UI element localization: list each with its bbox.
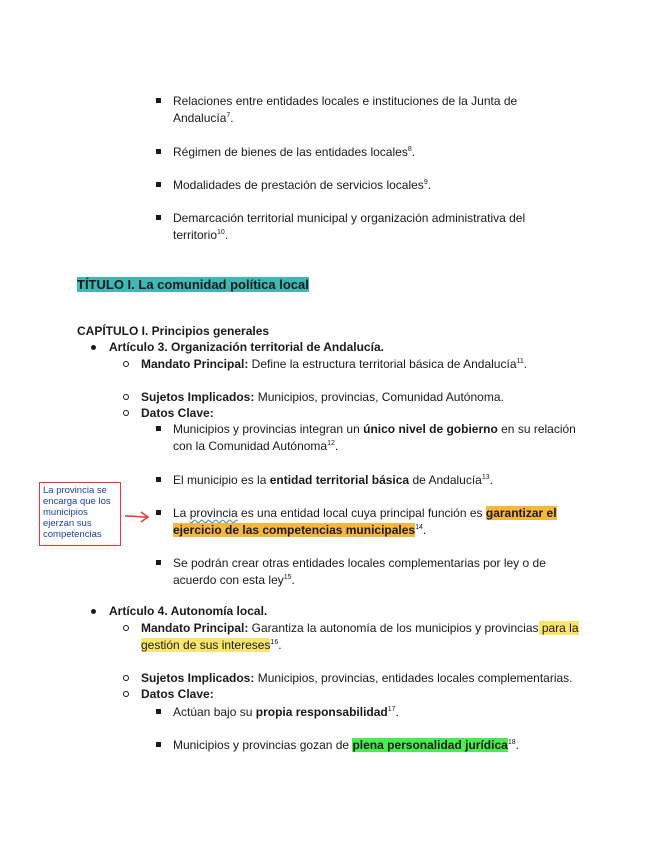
highlight-orange: ejercicio de las competencias municipales bbox=[173, 523, 416, 537]
list-item: Municipios y provincias integran un único nivel de gobierno en su relación con la Comunidad Autónoma$^{12}$. bbox=[156, 421, 576, 455]
disc-bullet-icon bbox=[91, 609, 96, 614]
chapter-heading: CAPÍTULO I. Principios generales bbox=[77, 324, 270, 338]
list-item: Sujetos Implicados: Municipios, provincias, Comunidad Autónoma. bbox=[123, 389, 504, 406]
square-bullet-icon bbox=[156, 477, 161, 482]
square-bullet-icon bbox=[156, 560, 161, 565]
arrow-right-icon bbox=[123, 507, 151, 525]
square-bullet-icon bbox=[156, 149, 161, 154]
highlight-yellow: para la bbox=[538, 621, 579, 635]
circle-bullet-icon bbox=[123, 675, 129, 681]
margin-note: La provincia se encarga que los municipios ejerzan sus competencias bbox=[39, 482, 121, 546]
highlight-orange: garantizar el bbox=[485, 506, 557, 520]
circle-bullet-icon bbox=[123, 394, 129, 400]
list-item: Mandato Principal: Garantiza la autonomía de los municipios y provincias para la gestión de sus intereses$^{16}$. bbox=[123, 620, 579, 654]
highlight-green: plena personalidad jurídica bbox=[352, 738, 508, 752]
list-item: Demarcación territorial municipal y organización administrativa del territorio$^{10}$. bbox=[156, 210, 576, 244]
highlight-yellow: gestión de sus intereses bbox=[141, 638, 271, 652]
disc-bullet-icon bbox=[91, 345, 96, 350]
title-highlight: TÍTULO I. La comunidad política local bbox=[77, 277, 309, 292]
list-item: Municipios y provincias gozan de plena personalidad jurídica$^{18}$. bbox=[156, 737, 576, 754]
page-title bbox=[77, 276, 309, 293]
circle-bullet-icon bbox=[123, 410, 129, 416]
circle-bullet-icon bbox=[123, 625, 129, 631]
article-heading: Artículo 3. Organización territorial de Andalucía. bbox=[91, 339, 384, 356]
list-item: Mandato Principal: Define la estructura territorial básica de Andalucía$^{11}$. bbox=[123, 356, 527, 373]
list-item: Sujetos Implicados: Municipios, provincias, entidades locales complementarias. bbox=[123, 670, 573, 687]
list-item: Datos Clave: bbox=[123, 686, 214, 703]
list-item: El municipio es la entidad territorial básica de Andalucía$^{13}$. bbox=[156, 472, 576, 489]
spellcheck-word: provincia bbox=[189, 506, 238, 520]
list-item: Modalidades de prestación de servicios locales$^9$. bbox=[156, 177, 576, 194]
list-item: La provincia es una entidad local cuya principal función es garantizar el ejercicio de las competencias municipales$^{14}$. bbox=[156, 505, 576, 539]
circle-bullet-icon bbox=[123, 361, 129, 367]
list-item: Régimen de bienes de las entidades locales$^8$. bbox=[156, 144, 576, 161]
square-bullet-icon bbox=[156, 182, 161, 187]
square-bullet-icon bbox=[156, 215, 161, 220]
square-bullet-icon bbox=[156, 510, 161, 515]
square-bullet-icon bbox=[156, 709, 161, 714]
circle-bullet-icon bbox=[123, 691, 129, 697]
square-bullet-icon bbox=[156, 426, 161, 431]
list-item: Actúan bajo su propia responsabilidad$^{17}$. bbox=[156, 704, 576, 721]
list-item: Datos Clave: bbox=[123, 405, 214, 422]
square-bullet-icon bbox=[156, 742, 161, 747]
list-item: Se podrán crear otras entidades locales complementarias por ley o de acuerdo con esta ley$^{15}$. bbox=[156, 555, 576, 589]
article-heading: Artículo 4. Autonomía local. bbox=[91, 603, 267, 620]
list-item: Relaciones entre entidades locales e instituciones de la Junta de Andalucía$^7$. bbox=[156, 93, 576, 127]
square-bullet-icon bbox=[156, 98, 161, 103]
